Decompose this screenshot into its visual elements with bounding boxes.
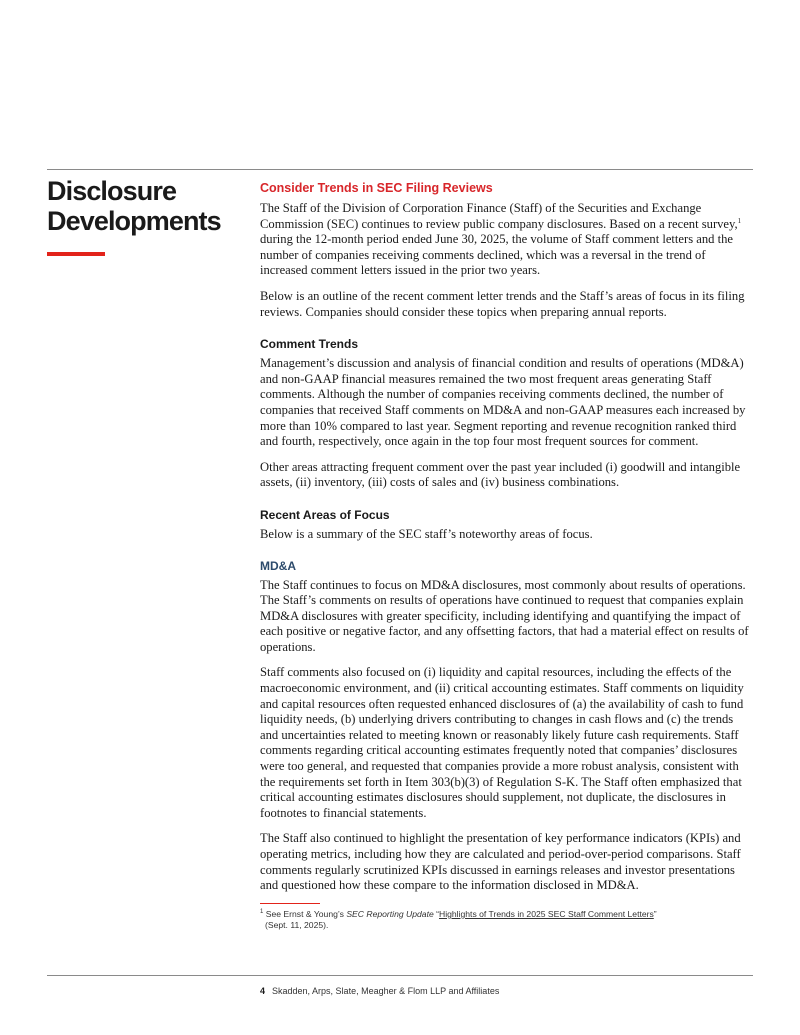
footnote-prefix: See Ernst & Young’s	[263, 909, 347, 919]
article-body	[260, 180, 754, 904]
section-title-line2: Developments	[47, 206, 221, 236]
footnote-link[interactable]: Highlights of Trends in 2025 SEC Staff Comment Letters	[439, 909, 654, 919]
footnote-open-quote: “	[433, 909, 439, 919]
recent-focus-heading: Recent Areas of Focus	[260, 507, 390, 522]
bottom-divider	[47, 975, 753, 976]
intro-paragraph-2: Below is an outline of the recent comment letter trends and the Staff’s areas of focus in its filing reviews. Companies should consider these topics when preparing annual reports.	[260, 288, 745, 319]
mda-paragraph-1: The Staff continues to focus on MD&A disclosures, most commonly about results of operations. The Staff’s comments on results of operations have continued to request that companies explain MD&A disclosures with greater specificity, including identifying and quantifying the impact of each positive or negative factor, and any offsetting factors, that had a material effect on results of operations.	[260, 577, 749, 654]
footnote-divider	[260, 903, 320, 904]
comment-trends-paragraph-1: Management’s discussion and analysis of financial condition and results of operations (MD&A) and non-GAAP financial measures remained the two most frequent areas generating Staff comments. Although the number of companies receiving comments declined, the number of companies that received Staff comments on MD&A and non-GAAP measures each increased by more than 10% compared to last year. Segment reporting and revenue recognition ranked third and fourth, respectively, once again in the top four most frequent sources for comment.	[260, 356, 746, 449]
firm-name: Skadden, Arps, Slate, Meagher & Flom LLP and Affiliates	[272, 986, 500, 996]
title-accent-bar	[47, 252, 105, 256]
page-footer	[260, 986, 499, 996]
intro-p1-text-a: The Staff of the Division of Corporation Finance (Staff) of the Securities and Exchange Commission (SEC) continues to review public company disclosures. Based on a recent survey,	[260, 201, 738, 231]
section-title	[47, 176, 237, 236]
comment-trends-paragraph-2: Other areas attracting frequent comment over the past year included (i) goodwill and intangible assets, (ii) inventory, (iii) costs of sales and (iv) business combinations.	[260, 459, 741, 490]
footnote-publication: SEC Reporting Update	[346, 909, 434, 919]
page-number: 4	[260, 986, 266, 996]
footnote-ref[interactable]: 1	[737, 216, 742, 225]
mda-paragraph-2: Staff comments also focused on (i) liquidity and capital resources, including the effects of the macroeconomic environment, and (ii) critical accounting estimates. Staff comments on liquidity and capital resources often requested enhanced disclosures of (a) the availability of cash to fund liquidity needs, (b) underlying drivers contributing to changes in cash flows and (c) the trends and uncertainties related to meeting known or reasonably likely future cash requirements. Staff comments regarding critical accounting estimates frequently noted that companies’ disclosures were too general, and requested that companies provide a more robust analysis, consistent with the requirements set forth in Item 303(b)(3) of Regulation S-K. The Staff often emphasized that critical accounting estimates disclosures should supplement, not duplicate, the disclosures in footnotes to financial statements.	[260, 665, 744, 820]
mda-paragraph-3: The Staff also continued to highlight the presentation of key performance indicators (KPIs) and operating metrics, including how they are calculated and period-over-period comparisons. Staff comments regularly scrutinized KPIs discussed in earnings releases and investor presentations and questioned how these compare to the information disclosed in MD&A.	[260, 831, 741, 893]
mda-heading: MD&A	[260, 558, 296, 573]
comment-trends-heading: Comment Trends	[260, 337, 359, 352]
recent-focus-paragraph: Below is a summary of the SEC staff’s noteworthy areas of focus.	[260, 526, 593, 541]
top-divider	[47, 169, 753, 170]
intro-p1-text-b: during the 12-month period ended June 30, 2025, the volume of Staff comment letters and the number of companies receiving comments declined, which was a reversal in the trend of increased comment letters issued in the prior two years.	[260, 232, 733, 278]
footnote-date: (Sept. 11, 2025).	[265, 920, 329, 930]
section-title-line1: Disclosure	[47, 176, 177, 206]
intro-paragraph-1	[260, 201, 754, 279]
footnote-close-quote: ”	[653, 909, 657, 919]
article-heading: Consider Trends in SEC Filing Reviews	[260, 181, 493, 195]
footnote-number: 1	[260, 909, 264, 916]
footnote	[260, 909, 730, 931]
